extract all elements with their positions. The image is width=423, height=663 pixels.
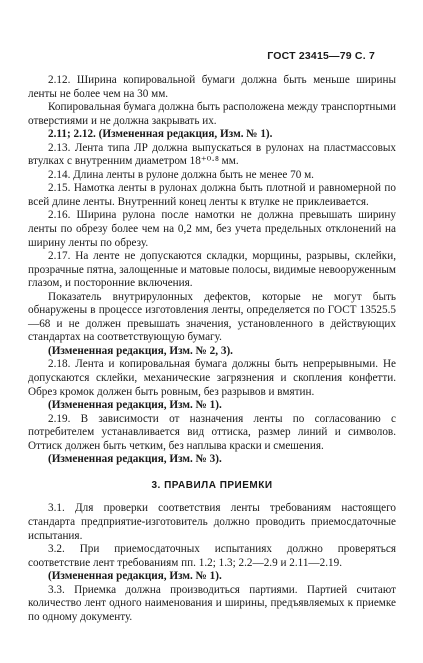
- paragraph: 3.2. При приемосдаточных испытаниях должно проверяться соответствие лент требованиям пп. 1.2; 1.3; 2.2—2.9 и 2.11—2.19.: [28, 543, 396, 569]
- paragraph: 2.19. В зависимости от назначения ленты по согласованию с потребителем устанавливается вид оттиска, размер линий и символов. Оттиск должен быть четким, без наплыва краски и смешения.: [28, 412, 396, 452]
- paragraph: 2.13. Лента типа ЛР должна выпускаться в рулонах на пластмассовых втулках с внутренним диаметром 18⁺⁰·⁸ мм.: [28, 141, 396, 168]
- paragraph: 3.3. Приемка должна производиться партиями. Партией считают количество лент одного наименования и ширины, предъявляемых к приемке по одному документу.: [28, 583, 396, 623]
- section-title: 3. ПРАВИЛА ПРИЕМКИ: [151, 479, 273, 491]
- paragraph: 2.17. На ленте не допускаются складки, морщины, разрывы, склейки, прозрачные пятна, залощенные и матовые полосы, видимые невооруженным глазом, и посторонние включения.: [28, 250, 396, 290]
- amendment-note: (Измененная редакция, Изм. № 2, 3).: [48, 344, 233, 357]
- paragraph: 2.15. Намотка ленты в рулонах должна быть плотной и равномерной по всей длине ленты. Внутренний конец ленты к втулке не приклеивается.: [28, 182, 396, 208]
- running-head: ГОСТ 23415—79 С. 7: [267, 50, 375, 62]
- paragraph: 2.12. Ширина копировальной бумаги должна быть меньше ширины ленты не более чем на 30 мм.: [28, 74, 396, 100]
- paragraph: 3.1. Для проверки соответствия ленты требованиям настоящего стандарта предприятие-изготовитель должно проводить приемосдаточные испытания.: [28, 502, 396, 542]
- page-body: [28, 74, 396, 624]
- amendment-note: 2.11; 2.12. (Измененная редакция, Изм. № 1).: [48, 128, 273, 141]
- section-2-continued: [28, 74, 396, 467]
- paragraph: 2.16. Ширина рулона после намотки не должна превышать ширину ленты по обрезу более чем на 0,2 мм, без учета предельных отклонений на ширину ленты по обрезу.: [28, 209, 396, 249]
- paragraph: 2.14. Длина ленты в рулоне должна быть не менее 70 м.: [48, 168, 314, 181]
- paragraph: Копировальная бумага должна быть расположена между транспортными отверстиями и не должна закрывать их.: [28, 101, 396, 127]
- paragraph: Показатель внутрирулонных дефектов, которые не могут быть обнаружены в процессе изготовления ленты, определяется по ГОСТ 13525.5—68 и не должен превышать значения, установленного в действующих стандартах на соответствующую бумагу.: [28, 290, 396, 344]
- amendment-note: (Измененная редакция, Изм. № 1).: [48, 570, 222, 583]
- amendment-note: (Измененная редакция, Изм. № 1).: [48, 399, 222, 412]
- section-3: [28, 502, 396, 624]
- paragraph: 2.18. Лента и копировальная бумага должны быть непрерывными. Не допускаются склейки, механические загрязнения и скопления конфетти. Обрез кромок должен быть ровным, без разрывов и вмятин.: [28, 358, 396, 398]
- amendment-note: (Измененная редакция, Изм. № 3).: [48, 453, 222, 466]
